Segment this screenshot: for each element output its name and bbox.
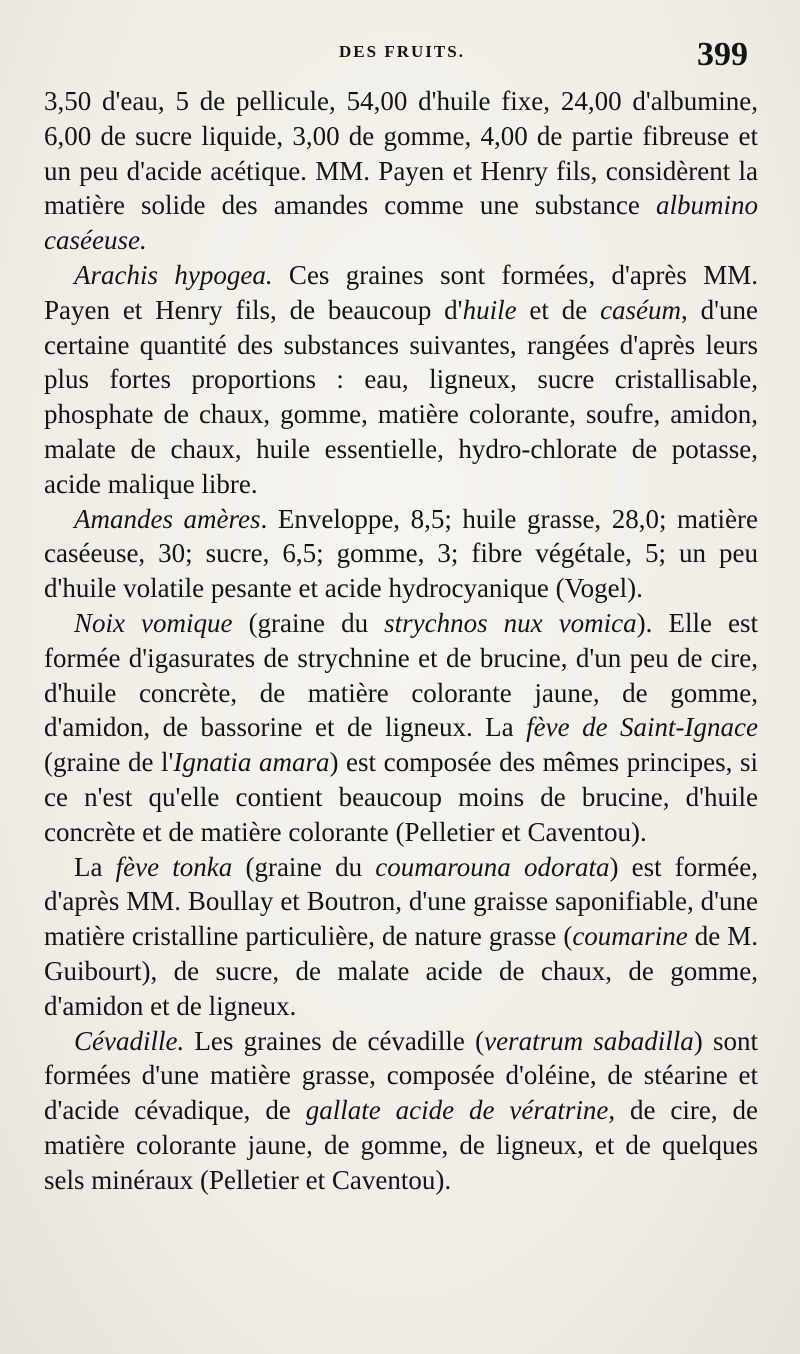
paragraph-amandes-ameres (44, 502, 758, 606)
page-number: 399 (697, 36, 748, 73)
italic-text: fève de Saint-Ignace (526, 712, 758, 743)
text-run: , d'une certaine quantité des substances suivantes, rangées d'après leurs plus fortes proportions : eau, ligneux, sucre cristallisable, phosphate de chaux, gomme, matière colorante, soufre, amidon, malate de chaux, huile essentielle, hydro-chlorate de potasse, acide malique libre. (44, 294, 758, 499)
italic-text: veratrum sabadilla (484, 1025, 694, 1056)
text-run: Les graines de cévadille ( (184, 1025, 485, 1056)
italic-text: Noix vomique (74, 607, 233, 638)
italic-text: coumarouna odorata (375, 851, 610, 882)
text-run: et de (516, 294, 601, 325)
body-text (44, 84, 758, 1198)
italic-text: fève tonka (115, 851, 233, 882)
text-run: de cire, de matière colorante jaune, de gomme, de ligneux, et de quelques sels minéraux (Pelletier et Caventou). (44, 1095, 758, 1195)
paragraph-arachis-hypogea (44, 258, 758, 502)
italic-text: Ignatia amara (173, 747, 330, 778)
text-run: ) est composée des mêmes principes, si ce n'est qu'elle contient beaucoup moins de brucine, d'huile concrète et de matière colorante (Pelletier et Caventou). (44, 747, 758, 847)
text-run: ) est formée, d'après MM. Boullay et Boutron, d'une graisse saponifiable, d'une matière cristalline particulière, de nature grasse ( (44, 851, 759, 952)
text-run: Ces graines sont formées, d'après MM. Payen et Henry fils, de beaucoup d' (44, 259, 759, 325)
italic-text: Amandes amères (74, 503, 261, 534)
italic-text: strychnos nux vomica (384, 607, 637, 638)
text-run: (graine de l' (44, 747, 174, 778)
page-header (44, 34, 760, 84)
italic-text: caséum (600, 294, 682, 325)
text-run: La (74, 851, 116, 882)
paragraph-cevadille (44, 1024, 758, 1198)
text-run: (graine du (232, 607, 385, 638)
italic-text: coumarine (572, 921, 688, 952)
text-run: 3,50 d'eau, 5 de pellicule, 54,00 d'huile fixe, 24,00 d'albumine, 6,00 de sucre liquide, 3,00 de gomme, 4,00 de partie fibreuse et un peu d'acide acétique. MM. Payen et Henry fils, considèrent la matière solide des amandes comme une substance (44, 86, 758, 221)
italic-text: huile (462, 294, 517, 325)
italic-text: albumino caséeuse. (44, 190, 758, 256)
text-run: ) sont formées d'une matière grasse, composée d'oléine, de stéarine et d'acide cévadique, de (44, 1025, 758, 1126)
text-run: de M. Guibourt), de sucre, de malate acide de chaux, de gomme, d'amidon et de ligneux. (44, 921, 758, 1021)
text-run: ). Elle est formée d'igasurates de strychnine et de brucine, d'un peu de cire, d'huile concrète, de matière colorante jaune, de gomme, d'amidon, de bassorine et de ligneux. La (44, 607, 758, 743)
paragraph-noix-vomique (44, 606, 758, 850)
text-run: (graine du (232, 851, 376, 882)
paragraph-almond-composition (44, 84, 758, 258)
italic-text: Arachis hypogea. (74, 259, 273, 290)
italic-text: gallate acide de vératrine, (305, 1095, 616, 1126)
paragraph-feve-tonka (44, 850, 758, 1024)
text-run: . Enveloppe, 8,5; huile grasse, 28,0; matière caséeuse, 30; sucre, 6,5; gomme, 3; fibre végétale, 5; un peu d'huile volatile pesante et acide hydrocyanique (Vogel). (44, 503, 759, 604)
italic-text: Cévadille. (74, 1025, 185, 1056)
running-title: DES FRUITS. (339, 42, 465, 61)
